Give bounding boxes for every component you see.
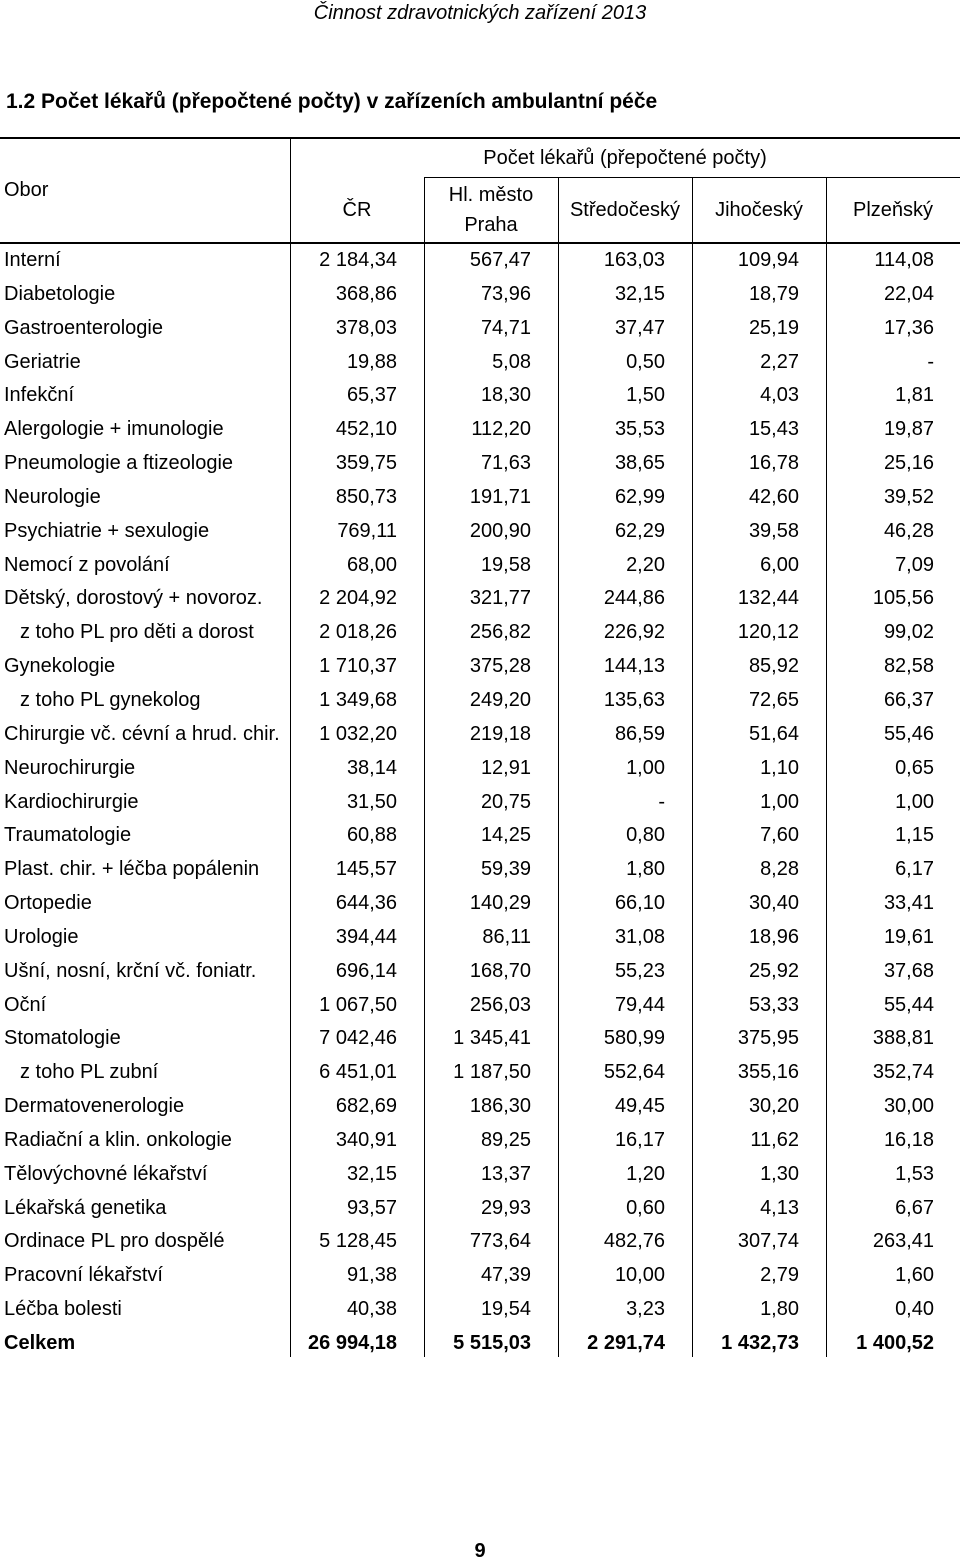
- cell-value: 2,79: [760, 1264, 799, 1287]
- cell-value: 1 400,52: [856, 1332, 934, 1354]
- cell-value: 68,00: [346, 553, 397, 576]
- cell-value: 37,68: [883, 959, 934, 982]
- cell-value: 2,27: [760, 350, 799, 373]
- table-row: [0, 684, 960, 718]
- column-divider: [692, 177, 693, 1357]
- table-row: [0, 515, 960, 549]
- column-divider: [290, 139, 291, 1357]
- cell-value: 482,76: [603, 1230, 665, 1253]
- cell-value: 244,86: [603, 587, 665, 610]
- cell-value: 60,88: [346, 824, 397, 847]
- cell-value: 249,20: [469, 688, 531, 711]
- cell-value: -: [658, 790, 665, 813]
- cell-value: 31,08: [614, 925, 665, 948]
- cell-value: 1 187,50: [453, 1061, 531, 1084]
- cell-value: 375,28: [469, 655, 531, 678]
- cell-value: 5 515,03: [453, 1332, 531, 1354]
- cell-value: 682,69: [335, 1095, 397, 1118]
- row-label: Interní: [4, 249, 61, 271]
- cell-value: 7,60: [760, 824, 799, 847]
- table-header: [0, 139, 960, 244]
- table-row: [0, 1293, 960, 1327]
- cell-value: 37,47: [614, 316, 665, 339]
- cell-value: 226,92: [603, 621, 665, 644]
- cell-value: 256,03: [469, 993, 531, 1016]
- cell-value: 2 291,74: [587, 1332, 665, 1354]
- cell-value: 850,73: [335, 485, 397, 508]
- cell-value: 0,80: [626, 824, 665, 847]
- cell-value: 3,23: [626, 1298, 665, 1321]
- cell-value: 79,44: [614, 993, 665, 1016]
- cell-value: 47,39: [480, 1264, 531, 1287]
- row-label: Neurochirurgie: [4, 756, 136, 779]
- cell-value: 29,93: [480, 1196, 531, 1219]
- table-row: [0, 718, 960, 752]
- cell-value: 1,00: [895, 790, 934, 813]
- table-body: [0, 244, 960, 1361]
- cell-value: 1,30: [760, 1162, 799, 1185]
- row-label: Pracovní lékařství: [4, 1264, 163, 1287]
- cell-value: 359,75: [335, 452, 397, 475]
- cell-value: 114,08: [874, 249, 934, 271]
- cell-value: 0,40: [895, 1298, 934, 1321]
- table-row: [0, 1259, 960, 1293]
- cell-value: 1,60: [895, 1264, 934, 1287]
- cell-value: 85,92: [748, 655, 799, 678]
- row-label: Oční: [4, 993, 47, 1016]
- cell-value: 388,81: [872, 1027, 934, 1050]
- cell-value: 132,44: [737, 587, 799, 610]
- table-row: [0, 549, 960, 583]
- cell-value: 2 018,26: [319, 621, 397, 644]
- row-label: z toho PL zubní: [20, 1061, 159, 1084]
- cell-value: 1,20: [626, 1162, 665, 1185]
- row-label: Alergologie + imunologie: [4, 418, 224, 441]
- cell-value: 38,65: [614, 452, 665, 475]
- table-row: [0, 989, 960, 1023]
- cell-value: 1 345,41: [453, 1027, 531, 1050]
- row-label: Gastroenterologie: [4, 316, 163, 339]
- table-row: [0, 1158, 960, 1192]
- cell-value: 16,78: [748, 452, 799, 475]
- cell-value: 145,57: [335, 858, 397, 881]
- column-divider: [826, 177, 827, 1357]
- table-row: [0, 650, 960, 684]
- cell-value: 4,13: [760, 1196, 799, 1219]
- cell-value: 38,14: [346, 756, 397, 779]
- cell-value: 32,15: [614, 282, 665, 305]
- cell-value: 6,17: [895, 858, 934, 881]
- row-label: Ušní, nosní, krční vč. foniatr.: [4, 959, 257, 982]
- cell-value: 375,95: [737, 1027, 799, 1050]
- table-row: [0, 1192, 960, 1226]
- table-row: [0, 346, 960, 380]
- table-row: [0, 921, 960, 955]
- cell-value: 1 432,73: [721, 1332, 799, 1354]
- table-row: [0, 312, 960, 346]
- cell-value: 1,15: [895, 824, 934, 847]
- cell-value: 352,74: [872, 1061, 934, 1084]
- cell-value: 186,30: [469, 1095, 531, 1118]
- cell-value: 219,18: [469, 722, 531, 745]
- cell-value: 86,59: [614, 722, 665, 745]
- row-label: Chirurgie vč. cévní a hrud. chir.: [4, 722, 280, 745]
- row-header-label: Obor: [4, 179, 49, 201]
- cell-value: 14,25: [480, 824, 531, 847]
- table-row: [0, 1056, 960, 1090]
- table-row: [0, 244, 960, 278]
- cell-value: 16,17: [614, 1128, 665, 1151]
- table-row: [0, 887, 960, 921]
- cell-value: 59,39: [480, 858, 531, 881]
- cell-value: 53,33: [748, 993, 799, 1016]
- cell-value: 55,46: [883, 722, 934, 745]
- cell-value: 71,63: [480, 452, 531, 475]
- cell-value: 55,23: [614, 959, 665, 982]
- physicians-table: [0, 139, 960, 1361]
- cell-value: 15,43: [748, 418, 799, 441]
- cell-value: 168,70: [469, 959, 531, 982]
- cell-value: 39,58: [748, 519, 799, 542]
- table-row: [0, 481, 960, 515]
- row-label: Celkem: [4, 1332, 76, 1354]
- cell-value: 1,53: [895, 1162, 934, 1185]
- cell-value: 1,10: [760, 756, 799, 779]
- row-label: Radiační a klin. onkologie: [4, 1128, 232, 1151]
- cell-value: 378,03: [335, 316, 397, 339]
- cell-value: 1 032,20: [319, 722, 397, 745]
- cell-value: 16,18: [883, 1128, 934, 1151]
- cell-value: 73,96: [480, 282, 531, 305]
- cell-value: 769,11: [337, 519, 397, 542]
- cell-value: 12,91: [480, 756, 531, 779]
- cell-value: 62,29: [614, 519, 665, 542]
- cell-value: 93,57: [346, 1196, 397, 1219]
- cell-value: 39,52: [883, 485, 934, 508]
- cell-value: 13,37: [480, 1162, 531, 1185]
- row-label: Kardiochirurgie: [4, 790, 139, 813]
- row-label: z toho PL pro děti a dorost: [20, 621, 254, 644]
- cell-value: 18,79: [748, 282, 799, 305]
- cell-value: 26 994,18: [308, 1332, 397, 1354]
- row-label: Dětský, dorostový + novoroz.: [4, 587, 263, 610]
- cell-value: 0,50: [626, 350, 665, 373]
- cell-value: 567,47: [469, 249, 531, 271]
- row-label: Psychiatrie + sexulogie: [4, 519, 210, 542]
- row-label: Dermatovenerologie: [4, 1095, 185, 1118]
- cell-value: 35,53: [614, 418, 665, 441]
- cell-value: 19,61: [883, 925, 934, 948]
- cell-value: 5,08: [492, 350, 531, 373]
- cell-value: 30,20: [748, 1095, 799, 1118]
- row-label: Lékařská genetika: [4, 1196, 167, 1219]
- cell-value: 66,10: [614, 892, 665, 915]
- row-label: z toho PL gynekolog: [20, 688, 201, 711]
- row-label: Stomatologie: [4, 1027, 121, 1050]
- table-row: [0, 278, 960, 312]
- cell-value: 256,82: [469, 621, 531, 644]
- table-row: [0, 1124, 960, 1158]
- column-divider: [558, 177, 559, 1357]
- row-label: Ortopedie: [4, 892, 92, 915]
- cell-value: 120,12: [737, 621, 799, 644]
- cell-value: 394,44: [335, 925, 397, 948]
- cell-value: 644,36: [335, 892, 397, 915]
- cell-value: 18,96: [748, 925, 799, 948]
- row-label: Urologie: [4, 925, 79, 948]
- table-row: [0, 1022, 960, 1056]
- row-label: Diabetologie: [4, 282, 116, 305]
- cell-value: 22,04: [883, 282, 934, 305]
- cell-value: 1 349,68: [319, 688, 397, 711]
- group-header: Počet lékařů (přepočtené počty): [483, 147, 767, 169]
- cell-value: 0,65: [895, 756, 934, 779]
- cell-value: 773,64: [469, 1230, 531, 1253]
- cell-value: 10,00: [614, 1264, 665, 1287]
- column-header-jihocesky: Jihočeský: [715, 198, 803, 221]
- cell-value: 4,03: [760, 384, 799, 407]
- cell-value: 25,92: [748, 959, 799, 982]
- cell-value: 25,19: [748, 316, 799, 339]
- cell-value: 30,40: [748, 892, 799, 915]
- column-header-plzensky: Plzeňský: [852, 198, 934, 221]
- cell-value: 7,09: [895, 553, 934, 576]
- cell-value: 82,58: [883, 655, 934, 678]
- row-label: Traumatologie: [4, 824, 132, 847]
- cell-value: 6 451,01: [319, 1061, 397, 1084]
- cell-value: 112,20: [471, 418, 531, 441]
- cell-value: 355,16: [737, 1061, 799, 1084]
- cell-value: 19,88: [346, 350, 397, 373]
- table-row: [0, 582, 960, 616]
- row-label: Neurologie: [4, 485, 101, 508]
- cell-value: 580,99: [603, 1027, 665, 1050]
- row-label: Geriatrie: [4, 350, 81, 373]
- cell-value: 51,64: [748, 722, 799, 745]
- cell-value: 11,62: [750, 1128, 799, 1151]
- cell-value: 7 042,46: [319, 1027, 397, 1050]
- table-row: [0, 379, 960, 413]
- table-row: [0, 1090, 960, 1124]
- cell-value: 2 204,92: [319, 587, 397, 610]
- table-row: [0, 447, 960, 481]
- cell-value: 2,20: [626, 553, 665, 576]
- cell-value: 42,60: [748, 485, 799, 508]
- cell-value: 55,44: [883, 993, 934, 1016]
- cell-value: 25,16: [883, 452, 934, 475]
- cell-value: 1,81: [895, 384, 934, 407]
- page-number: 9: [474, 1540, 486, 1562]
- table-heading: 1.2 Počet lékařů (přepočtené počty) v zařízeních ambulantní péče: [6, 90, 658, 113]
- cell-value: 1 067,50: [319, 993, 397, 1016]
- cell-value: 31,50: [346, 790, 397, 813]
- cell-value: 307,74: [737, 1230, 799, 1253]
- cell-value: 191,71: [469, 485, 531, 508]
- cell-value: 46,28: [883, 519, 934, 542]
- cell-value: 91,38: [346, 1264, 397, 1287]
- running-header: Činnost zdravotnických zařízení 2013: [313, 2, 647, 24]
- row-label: Infekční: [4, 384, 75, 407]
- cell-value: 452,10: [335, 418, 397, 441]
- cell-value: 49,45: [614, 1095, 665, 1118]
- cell-value: 33,41: [883, 892, 934, 915]
- cell-value: 144,13: [603, 655, 665, 678]
- cell-value: 19,87: [883, 418, 934, 441]
- row-label: Pneumologie a ftizeologie: [4, 452, 234, 475]
- cell-value: 19,58: [480, 553, 531, 576]
- table-row: [0, 819, 960, 853]
- table-row: [0, 752, 960, 786]
- cell-value: 1,50: [626, 384, 665, 407]
- cell-value: 1,00: [626, 756, 665, 779]
- cell-value: 1 710,37: [319, 655, 397, 678]
- table-row: [0, 413, 960, 447]
- column-divider: [424, 177, 425, 1357]
- cell-value: 30,00: [883, 1095, 934, 1118]
- cell-value: 86,11: [482, 925, 531, 948]
- cell-value: 8,28: [760, 858, 799, 881]
- cell-value: 321,77: [469, 587, 531, 610]
- cell-value: 552,64: [603, 1061, 665, 1084]
- cell-value: 65,37: [346, 384, 397, 407]
- table-row: [0, 955, 960, 989]
- cell-value: 99,02: [883, 621, 934, 644]
- cell-value: 109,94: [737, 249, 799, 271]
- cell-value: 20,75: [480, 790, 531, 813]
- table-row: [0, 786, 960, 820]
- cell-value: 2 184,34: [319, 249, 397, 271]
- cell-value: 140,29: [469, 892, 531, 915]
- cell-value: 368,86: [335, 282, 397, 305]
- cell-value: 263,41: [872, 1230, 934, 1253]
- cell-value: 72,65: [748, 688, 799, 711]
- cell-value: 200,90: [469, 519, 531, 542]
- row-label: Gynekologie: [4, 655, 116, 678]
- row-label: Tělovýchovné lékařství: [4, 1162, 208, 1185]
- cell-value: 19,54: [480, 1298, 531, 1321]
- table-total-row: [0, 1327, 960, 1361]
- column-header-stredocesky: Středočeský: [569, 198, 681, 221]
- cell-value: 105,56: [872, 587, 934, 610]
- cell-value: 1,80: [626, 858, 665, 881]
- column-header-praha: Hl. město Praha: [448, 183, 534, 236]
- cell-value: 0,60: [626, 1196, 665, 1219]
- cell-value: 6,67: [895, 1196, 934, 1219]
- table-row: [0, 616, 960, 650]
- row-label: Léčba bolesti: [4, 1298, 122, 1321]
- cell-value: 6,00: [760, 553, 799, 576]
- cell-value: 1,80: [760, 1298, 799, 1321]
- cell-value: 17,36: [883, 316, 934, 339]
- cell-value: 89,25: [480, 1128, 531, 1151]
- cell-value: 74,71: [480, 316, 531, 339]
- cell-value: 696,14: [335, 959, 397, 982]
- row-label: Nemocí z povolání: [4, 553, 170, 576]
- cell-value: 18,30: [480, 384, 531, 407]
- column-header-cr: ČR: [342, 198, 372, 221]
- cell-value: 66,37: [883, 688, 934, 711]
- cell-value: 135,63: [603, 688, 665, 711]
- cell-value: -: [927, 350, 934, 373]
- table-row: [0, 853, 960, 887]
- cell-value: 1,00: [760, 790, 799, 813]
- cell-value: 40,38: [346, 1298, 397, 1321]
- cell-value: 62,99: [614, 485, 665, 508]
- cell-value: 32,15: [346, 1162, 397, 1185]
- cell-value: 340,91: [335, 1128, 397, 1151]
- row-label: Plast. chir. + léčba popálenin: [4, 858, 260, 881]
- cell-value: 163,03: [603, 249, 665, 271]
- table-row: [0, 1225, 960, 1259]
- row-label: Ordinace PL pro dospělé: [4, 1230, 225, 1253]
- cell-value: 5 128,45: [319, 1230, 397, 1253]
